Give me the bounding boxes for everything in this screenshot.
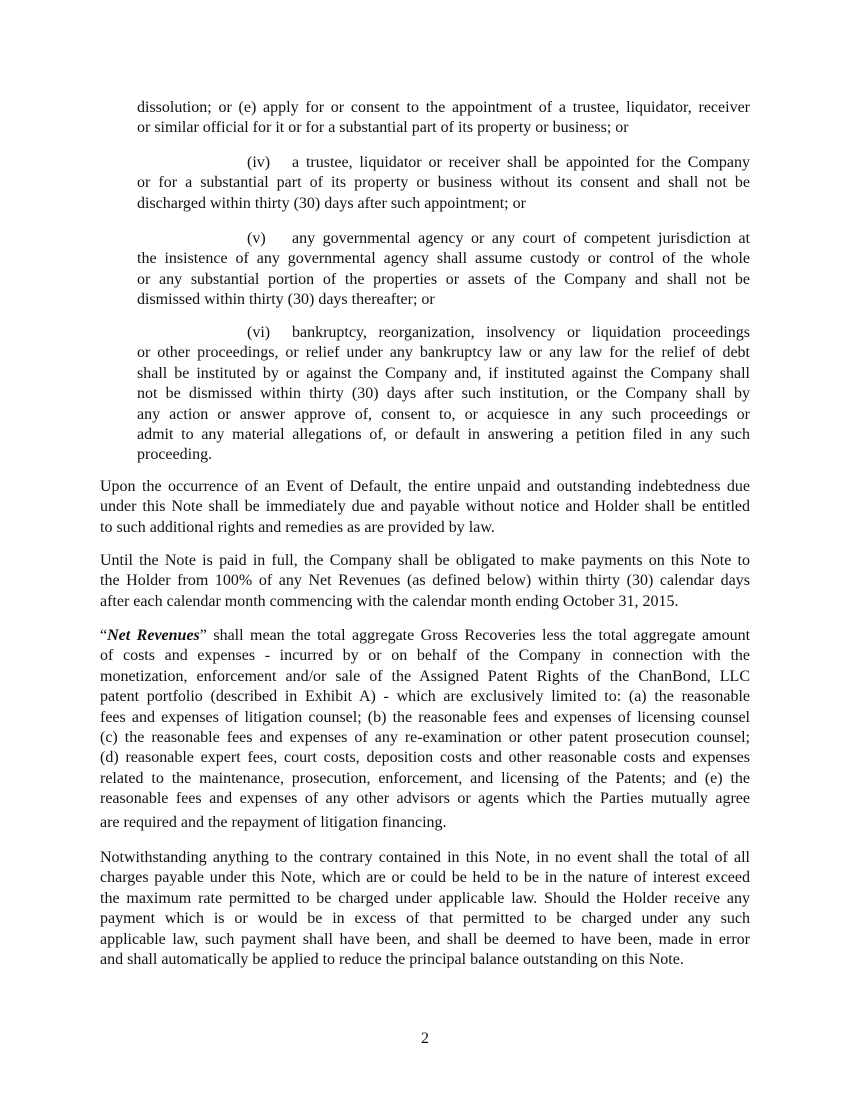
text-line: or similar official for it or for a substantial part of its property or business; or xyxy=(137,119,629,137)
text-line: (d) reasonable expert fees, court costs, deposition costs and other reasonable costs and expenses xyxy=(100,749,750,767)
page-number: 2 xyxy=(421,1030,429,1047)
p-usury xyxy=(100,848,750,970)
text-line: not be dismissed within thirty (30) days after such institution, or the Company shall by xyxy=(137,385,750,403)
text-line: Until the Note is paid in full, the Company shall be obligated to make payments on this Note to xyxy=(100,552,750,569)
text-line: Upon the occurrence of an Event of Default, the entire unpaid and outstanding indebtedness due xyxy=(100,478,750,495)
text-line: of costs and expenses - incurred by or on behalf of the Company in connection with the xyxy=(100,647,750,665)
line-text: a trustee, liquidator or receiver shall be appointed for the Company xyxy=(292,154,750,171)
text-line: charges payable under this Note, which are or could be held to be in the nature of interest exceed xyxy=(100,869,750,887)
text-line: dissolution; or (e) apply for or consent to the appointment of a trustee, liquidator, receiver xyxy=(137,99,750,116)
item-label: (iv) xyxy=(247,154,271,171)
text-line: payment which is or would be in excess of that permitted to be charged under any such xyxy=(100,910,750,928)
text-line: Notwithstanding anything to the contrary contained in this Note, in no event shall the total of all xyxy=(100,849,750,866)
text-line: are required and the repayment of litigation financing. xyxy=(100,813,447,831)
text-line: proceeding. xyxy=(137,446,213,464)
text-line: admit to any material allegations of, or default in answering a petition filed in any such xyxy=(137,425,750,443)
item-label: (v) xyxy=(247,230,266,247)
text-line: fees and expenses of litigation counsel; (b) the reasonable fees and expenses of licensing counsel xyxy=(100,708,750,726)
text-line xyxy=(137,229,750,249)
text-line: to such additional rights and remedies as are provided by law. xyxy=(100,518,495,536)
p-event-of-default xyxy=(100,477,750,538)
p-dissolution xyxy=(137,98,750,139)
p-net-revenues xyxy=(100,626,750,833)
defined-term: Net Revenues xyxy=(107,627,200,644)
text-line: or other proceedings, or relief under any bankruptcy law or any law for the relief of debt xyxy=(137,344,750,362)
text-line: applicable law, such payment shall have been, and shall be deemed to have been, made in error xyxy=(100,930,750,948)
text-line: and shall automatically be applied to reduce the principal balance outstanding on this Note. xyxy=(100,950,684,968)
p-item-vi xyxy=(137,323,750,466)
text-line: patent portfolio (described in Exhibit A) - which are exclusively limited to: (a) the reasonable xyxy=(100,688,750,706)
text-line xyxy=(137,323,750,343)
text-line: or any substantial portion of the properties or assets of the Company and shall not be xyxy=(137,270,750,288)
text-line xyxy=(100,626,750,646)
line-text: bankruptcy, reorganization, insolvency or liquidation proceedings xyxy=(292,324,750,341)
text-line: the Holder from 100% of any Net Revenues (as defined below) within thirty (30) calendar days xyxy=(100,572,750,590)
text-line: (c) the reasonable fees and expenses of any re-examination or other patent prosecution counsel; xyxy=(100,728,750,746)
text-line: any action or answer approve of, consent to, or acquiesce in any such proceedings or xyxy=(137,405,750,423)
text-line: after each calendar month commencing with the calendar month ending October 31, 2015. xyxy=(100,592,679,610)
text-line xyxy=(137,153,750,173)
open-quote: “ xyxy=(100,627,108,644)
text-line: reasonable fees and expenses of any other advisors or agents which the Parties mutually agree xyxy=(100,790,750,808)
text-line: dismissed within thirty (30) days thereafter; or xyxy=(137,291,435,309)
text-line: monetization, enforcement and/or sale of the Assigned Patent Rights of the ChanBond, LLC xyxy=(100,667,750,685)
p-item-iv xyxy=(137,153,750,214)
line-text: any governmental agency or any court of competent jurisdiction at xyxy=(292,230,750,247)
item-label: (vi) xyxy=(247,324,271,341)
line-text: ” shall mean the total aggregate Gross Recoveries less the total aggregate amount xyxy=(199,627,751,644)
text-line: shall be instituted by or against the Company and, if instituted against the Company shall xyxy=(137,364,750,382)
text-line: related to the maintenance, prosecution, enforcement, and licensing of the Patents; and (e) the xyxy=(100,769,750,787)
text-line: or for a substantial part of its property or business without its consent and shall not be xyxy=(137,174,750,192)
text-line: the insistence of any governmental agency shall assume custody or control of the whole xyxy=(137,250,750,268)
p-item-v xyxy=(137,229,750,311)
text-line: discharged within thirty (30) days after such appointment; or xyxy=(137,194,526,212)
text-line: the maximum rate permitted to be charged under applicable law. Should the Holder receive any xyxy=(100,889,750,907)
text-line: under this Note shall be immediately due and payable without notice and Holder shall be entitled xyxy=(100,498,750,516)
p-payments xyxy=(100,551,750,612)
